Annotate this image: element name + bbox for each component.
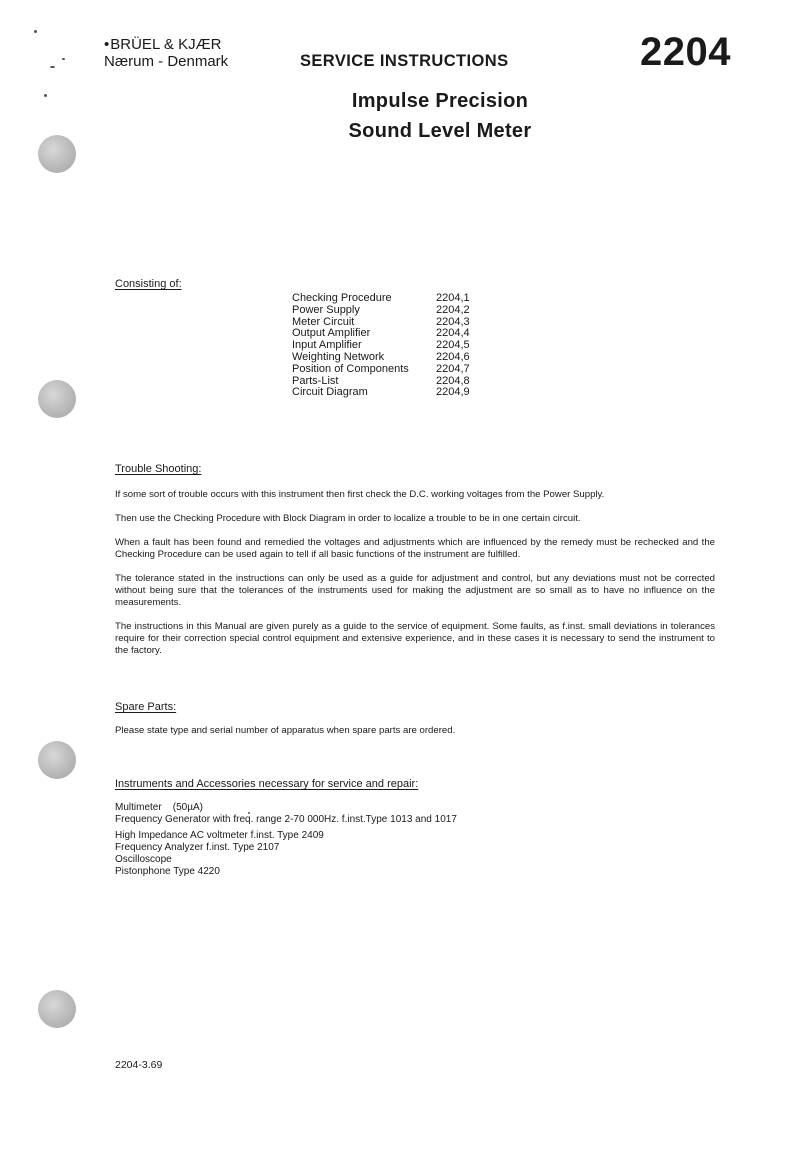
item-code: 2204,9 [436,386,470,399]
speck [62,58,65,60]
consisting-heading: Consisting of: [115,278,182,290]
list-item [292,352,470,364]
punch-hole [38,741,76,779]
item-code: 2204,4 [436,327,470,340]
contents-list [292,293,470,399]
item-name: Meter Circuit [292,315,355,328]
bullet-icon: • [104,36,110,53]
list-item: Multimeter (50µA) [115,802,204,813]
model-number: 2204 [640,30,731,74]
company-name: BRÜEL & KJÆR [110,36,222,53]
instruments-list [115,802,457,878]
item-code: 2204,2 [436,303,470,316]
list-item: High Impedance AC voltmeter f.inst. Type 2409 [115,830,324,841]
list-item: Pistonphone Type 4220 [115,866,220,877]
spare-text: Please state type and serial number of apparatus when spare parts are ordered. [115,725,456,736]
item-name: Power Supply [292,303,360,316]
trouble-paragraph: When a fault has been found and remedied the voltages and adjustments which are influenced by the remedy must be rechecked and the Checking Procedure can be used again to tell if all basic functions of the instrument are fulfilled. [115,537,715,560]
item-name: Output Amplifier [292,327,371,340]
doc-title: SERVICE INSTRUCTIONS [300,52,509,70]
item-name: Parts-List [292,374,339,387]
item-code: 2204,7 [436,362,470,375]
list-item [292,305,470,317]
punch-hole [38,990,76,1028]
list-item [292,387,470,399]
subtitle-line1: Impulse Precision [351,90,529,112]
item-code: 2204,8 [436,374,470,387]
trouble-paragraph: The tolerance stated in the instructions can only be used as a guide for adjustment and control, but any deviations must not be corrected without being sure that the tolerances of the instruments used for making the adjustment are so small as to have no influence on the measurements. [115,573,715,608]
punch-hole [38,380,76,418]
item-name: Circuit Diagram [292,386,368,399]
company-block [104,36,228,70]
company-location: Nærum - Denmark [104,53,229,70]
item-code: 2204,1 [436,292,470,304]
trouble-paragraph: The instructions in this Manual are given purely as a guide to the service of equipment. Some faults, as f.inst. small deviations in tolerances require for their correction special control equipment and extensive experience, and in these cases it is necessary to send the instrument to the factory. [115,621,715,656]
speck [50,66,55,68]
item-name: Input Amplifier [292,339,362,352]
item-code: 2204,6 [436,350,470,363]
list-item: Frequency Generator with freq. range 2-70 000Hz. f.inst.Type 1013 and 1017 [115,814,457,825]
instruments-heading: Instruments and Accessories necessary for service and repair: [115,778,419,790]
trouble-paragraph: Then use the Checking Procedure with Block Diagram in order to localize a trouble to be in one certain circuit. [115,513,581,524]
speck [34,30,37,33]
item-name: Weighting Network [292,350,385,363]
subtitle-line2: Sound Level Meter [348,120,532,142]
trouble-heading: Trouble Shooting: [115,463,202,475]
item-name: Position of Components [292,362,409,375]
item-code: 2204,3 [436,315,470,328]
item-code: 2204,5 [436,339,470,352]
list-item: Frequency Analyzer f.inst. Type 2107 [115,842,280,853]
trouble-paragraph: If some sort of trouble occurs with this instrument then first check the D.C. working voltages from the Power Supply. [115,489,605,500]
spare-heading: Spare Parts: [115,701,177,713]
footer-code: 2204-3.69 [115,1059,163,1071]
item-name: Checking Procedure [292,292,392,304]
list-item [292,364,470,376]
list-item: Oscilloscope [115,854,172,865]
